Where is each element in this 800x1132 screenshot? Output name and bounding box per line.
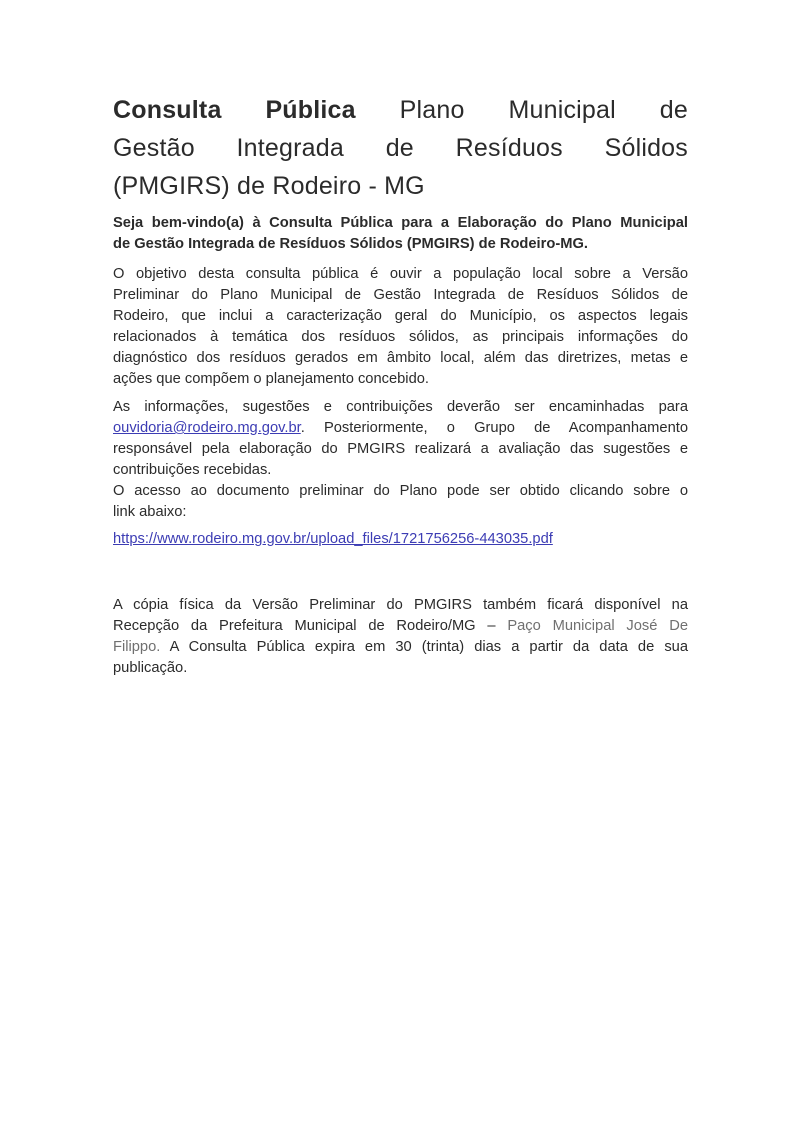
text-line [113, 348, 688, 369]
contributions-paragraph [113, 397, 688, 523]
text-segment: contribuições recebidas. [113, 462, 272, 478]
text-line [113, 167, 688, 205]
pdf-link[interactable]: https://www.rodeiro.mg.gov.br/upload_files/1721756256-443035.pdf [113, 531, 553, 547]
objective-paragraph [113, 264, 688, 390]
physical-copy-paragraph [113, 595, 688, 679]
text-segment: relacionados à temática dos resíduos sólidos, as principais informações do [113, 329, 688, 345]
email-link[interactable]: ouvidoria@rodeiro.mg.gov.br [113, 420, 301, 436]
text-line [113, 285, 688, 306]
text-line [113, 306, 688, 327]
text-segment: Plano Municipal de [355, 96, 688, 124]
welcome-paragraph [113, 213, 688, 255]
text-segment: Preliminar do Plano Municipal de Gestão Integrada de Resíduos Sólidos de [113, 287, 688, 303]
text-line [113, 213, 688, 234]
text-segment: Filippo. [113, 639, 161, 655]
text-segment: ações que compõem o planejamento concebido. [113, 371, 429, 387]
text-line [113, 481, 688, 502]
text-line [113, 369, 688, 390]
document-title [113, 91, 688, 205]
text-segment: Rodeiro, que inclui a caracterização geral do Município, os aspectos legais [113, 308, 688, 324]
text-segment: Paço Municipal José De [507, 618, 689, 634]
text-line [113, 460, 688, 481]
text-segment: . Posteriormente, o Grupo de Acompanhamento [300, 420, 688, 436]
text-segment: O objetivo desta consulta pública é ouvir a população local sobre a Versão [113, 266, 688, 282]
text-line [113, 529, 688, 550]
text-line [113, 595, 688, 616]
text-segment: As informações, sugestões e contribuições deverão ser encaminhadas para [113, 399, 688, 415]
text-segment: de Gestão Integrada de Resíduos Sólidos (PMGIRS) de Rodeiro-MG. [113, 236, 588, 252]
text-segment: publicação. [113, 660, 188, 676]
text-line [113, 502, 688, 523]
text-line [113, 264, 688, 285]
text-segment: link abaixo: [113, 504, 187, 520]
text-line [113, 616, 688, 637]
pdf-link-line [113, 529, 688, 550]
text-line [113, 658, 688, 679]
text-line [113, 129, 688, 167]
text-line [113, 439, 688, 460]
text-segment: A cópia física da Versão Preliminar do PMGIRS também ficará disponível na [113, 597, 688, 613]
text-segment: (PMGIRS) de Rodeiro - MG [113, 172, 425, 200]
text-line [113, 91, 688, 129]
text-line [113, 327, 688, 348]
text-segment: Consulta Pública [113, 96, 356, 124]
text-segment: responsável pela elaboração do PMGIRS realizará a avaliação das sugestões e [113, 441, 688, 457]
text-line [113, 397, 688, 418]
text-segment: O acesso ao documento preliminar do Plano pode ser obtido clicando sobre o [113, 483, 688, 499]
text-line [113, 418, 688, 439]
text-line [113, 234, 688, 255]
text-segment: Seja bem-vindo(a) à Consulta Pública para a Elaboração do Plano Municipal [113, 215, 688, 231]
text-segment: diagnóstico dos resíduos gerados em âmbito local, além das diretrizes, metas e [113, 350, 688, 366]
text-segment: Gestão Integrada de Resíduos Sólidos [113, 134, 688, 162]
text-segment: Recepção da Prefeitura Municipal de Rodeiro/MG – [113, 618, 508, 634]
text-line [113, 637, 688, 658]
text-segment: A Consulta Pública expira em 30 (trinta) dias a partir da data de sua [160, 639, 688, 655]
